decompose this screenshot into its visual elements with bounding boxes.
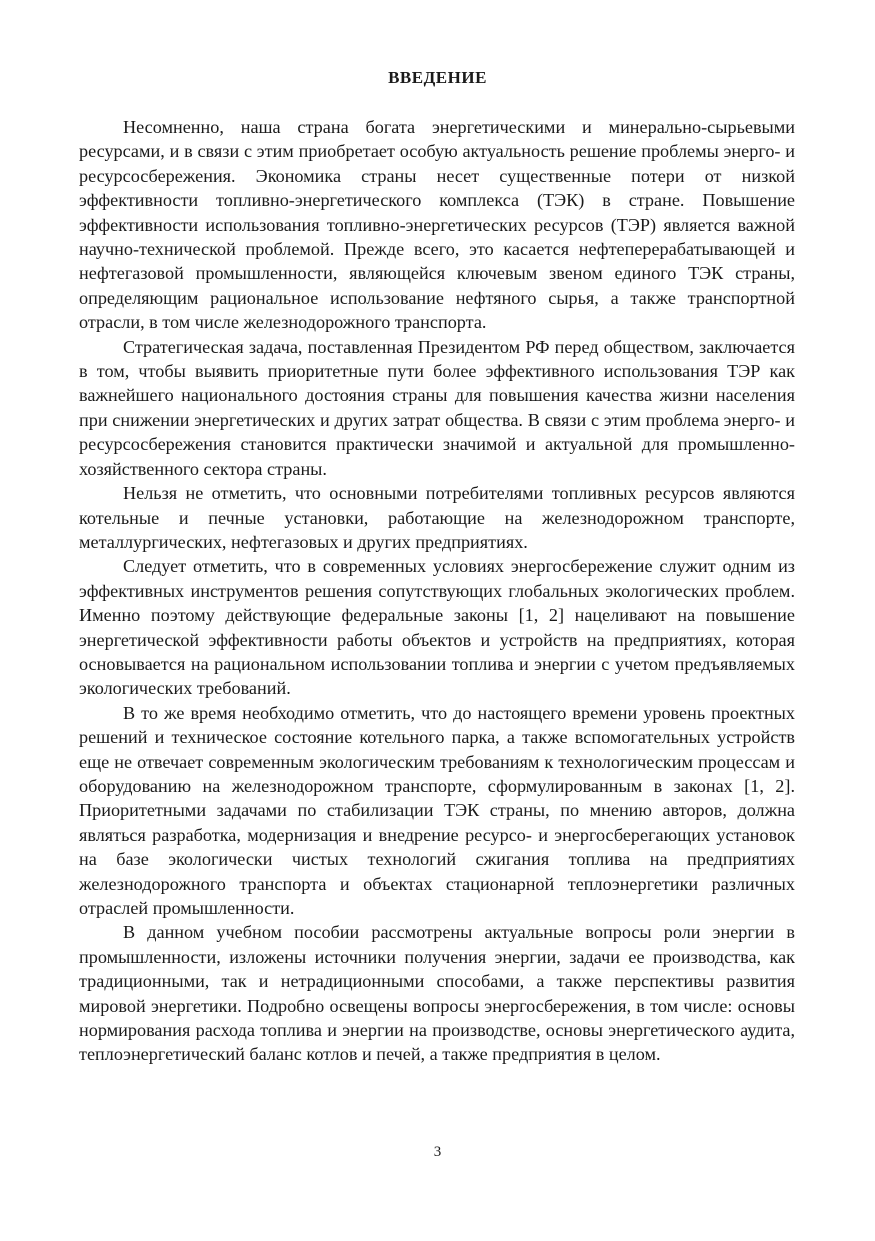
paragraph-6: В данном учебном пособии рассмотрены актуальные вопросы роли энергии в промышленности, изложены источники получения энергии, задачи ее производства, как традиционными, так и нетрадиционными способами, а также перспективы развития мировой энергетики. Подробно освещены вопросы энергосбережения, в том числе: основы нормирования расхода топлива и энергии на производстве, основы энергетического аудита, теплоэнергетический баланс котлов и печей, а также предприятия в целом. [79,922,795,1065]
body-text [79,115,795,1067]
paragraph-2: Стратегическая задача, поставленная Президентом РФ перед обществом, заключается в том, чтобы выявить приоритетные пути более эффективного использования ТЭР как важнейшего национального достояния страны для повышения качества жизни населения при снижении энергетических и других затрат общества. В связи с этим проблема энерго- и ресурсосбережения становится практически значимой и актуальной для промышленно-хозяйственного сектора страны. [79,336,795,479]
page-number: 3 [433,1144,442,1160]
paragraph-1: Несомненно, наша страна богата энергетическими и минерально-сырьевыми ресурсами, и в связи с этим приобретает особую актуальность решение проблемы энерго- и ресурсосбережения. Экономика страны несет существенные потери от низкой эффективности топливно-энергетического комплекса (ТЭК) в стране. Повышение эффективности использования топливно-энергетических ресурсов (ТЭР) является важной научно-технической проблемой. Прежде всего, это касается нефтеперерабатывающей и нефтегазовой промышленности, являющейся ключевым звеном единого ТЭК страны, определяющим рациональное использование нефтяного сырья, а также транспортной отрасли, в том числе железнодорожного транспорта. [79,117,795,333]
section-title: ВВЕДЕНИЕ [388,68,487,87]
paragraph-4: Следует отметить, что в современных условиях энергосбережение служит одним из эффективных инструментов решения сопутствующих глобальных экологических проблем. Именно поэтому действующие федеральные законы [1, 2] нацеливают на повышение энергетической эффективности работы объектов и устройств на предприятиях, которая основывается на рациональном использовании топлива и энергии с учетом предъявляемых экологических требований. [79,556,795,699]
paragraph-3: Нельзя не отметить, что основными потребителями топливных ресурсов являются котельные и печные установки, работающие на железнодорожном транспорте, металлургических, нефтегазовых и других предприятиях. [79,483,795,552]
paragraph-5: В то же время необходимо отметить, что до настоящего времени уровень проектных решений и техническое состояние котельного парка, а также вспомогательных устройств еще не отвечает современным экологическим требованиям к технологическим процессам и оборудованию на железнодорожном транспорте, сформулированным в законах [1, 2]. Приоритетными задачами по стабилизации ТЭК страны, по мнению авторов, должна являться разработка, модернизация и внедрение ресурсо- и энергосберегающих установок на базе экологически чистых технологий сжигания топлива на предприятиях железнодорожного транспорта и объектах стационарной теплоэнергетики различных отраслей промышленности. [79,702,795,918]
